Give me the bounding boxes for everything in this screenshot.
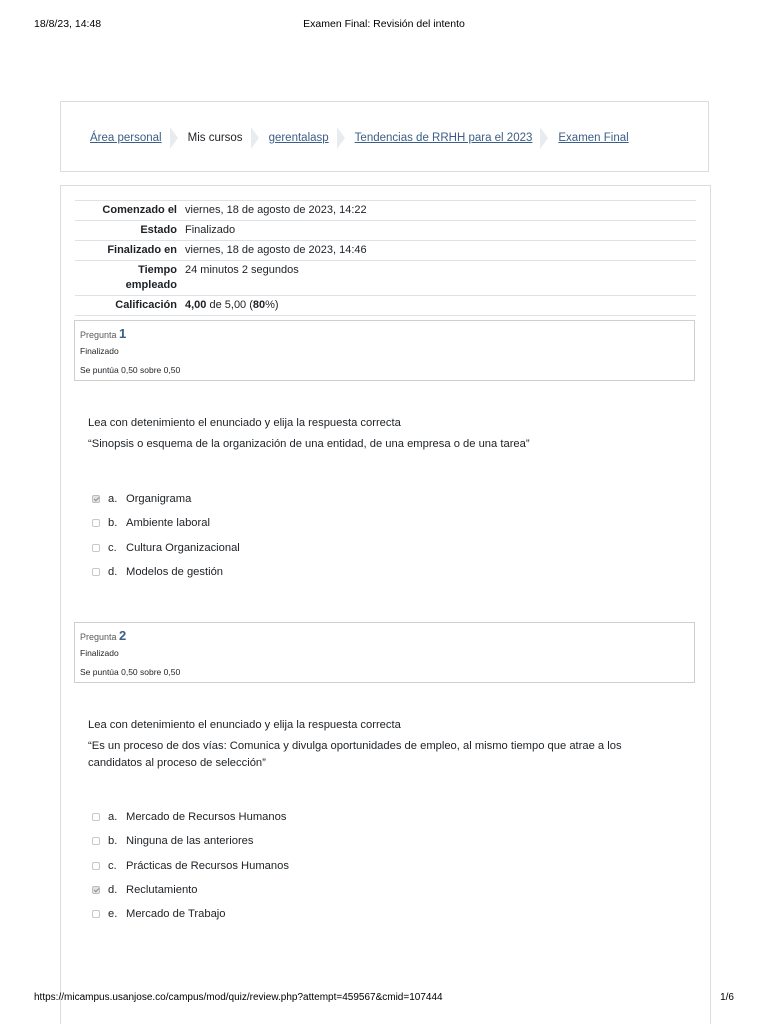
answer-option[interactable] (92, 493, 191, 505)
summary-label-line: Tiempo (138, 264, 177, 276)
summary-label: Estado (75, 221, 181, 241)
print-footer (34, 992, 734, 1006)
answer-option[interactable] (92, 835, 254, 847)
checkbox-icon[interactable] (92, 568, 100, 576)
grade-percent-sign: %) (265, 299, 279, 311)
answer-letter: c. (108, 860, 117, 872)
answer-letter: b. (108, 835, 118, 847)
checkbox-icon[interactable] (92, 910, 100, 918)
question-instruction: Lea con detenimiento el enunciado y elija la respuesta correcta (88, 417, 401, 429)
question-state: Finalizado (80, 346, 119, 356)
question-instruction: Lea con detenimiento el enunciado y elija la respuesta correcta (88, 719, 401, 731)
breadcrumb-separator-icon (170, 127, 180, 149)
summary-value (181, 296, 696, 316)
print-url: https://micampus.usanjose.co/campus/mod/quiz/review.php?attempt=459567&cmid=107444 (34, 992, 443, 1003)
answer-text: Mercado de Trabajo (126, 908, 226, 920)
answer-letter: a. (108, 493, 118, 505)
checkbox-checked-icon[interactable] (92, 886, 100, 894)
answer-text: Cultura Organizacional (126, 542, 240, 554)
breadcrumb-course-short[interactable]: gerentalasp (268, 131, 329, 144)
print-page-number: 1/6 (720, 992, 734, 1003)
question-text-2 (88, 717, 658, 772)
summary-label: Comenzado el (75, 201, 181, 221)
question-info-2 (74, 622, 695, 683)
checkbox-icon[interactable] (92, 544, 100, 552)
answer-text: Modelos de gestión (126, 566, 224, 578)
answer-option[interactable] (92, 860, 289, 872)
answer-letter: a. (108, 811, 118, 823)
grade-score: 4,00 (185, 299, 207, 311)
checkbox-checked-icon[interactable] (92, 495, 100, 503)
question-statement: “Sinopsis o esquema de la organización de una entidad, de una empresa o de una tarea” (88, 438, 530, 450)
answer-text: Ninguna de las anteriores (126, 835, 254, 847)
breadcrumb-course[interactable]: Tendencias de RRHH para el 2023 (354, 131, 533, 144)
print-title: Examen Final: Revisión del intento (303, 18, 465, 30)
answer-letter: e. (108, 908, 118, 920)
summary-label: Finalizado en (75, 241, 181, 261)
checkbox-icon[interactable] (92, 862, 100, 870)
grade-percent: 80 (252, 299, 266, 311)
summary-value: viernes, 18 de agosto de 2023, 14:22 (181, 201, 696, 221)
question-prefix: Pregunta (80, 632, 117, 642)
breadcrumb-quiz[interactable]: Examen Final (558, 131, 629, 144)
grade-total: de 5,00 ( (206, 299, 253, 311)
checkbox-icon[interactable] (92, 837, 100, 845)
summary-row-state (75, 221, 696, 241)
question-info-1 (74, 320, 695, 381)
question-statement: “Es un proceso de dos vías: Comunica y divulga oportunidades de empleo, al mismo tiempo que atrae a los candidatos al proceso de selección” (88, 740, 622, 769)
answer-letter: b. (108, 517, 118, 529)
breadcrumb-separator-icon (251, 127, 261, 149)
question-grade: Se puntúa 0,50 sobre 0,50 (80, 365, 181, 375)
breadcrumb (90, 102, 629, 173)
question-grade: Se puntúa 0,50 sobre 0,50 (80, 667, 181, 677)
answer-option[interactable] (92, 908, 226, 920)
breadcrumb-mis-cursos: Mis cursos (187, 131, 243, 144)
print-header (34, 18, 734, 32)
breadcrumb-container (60, 101, 709, 172)
answer-text: Prácticas de Recursos Humanos (126, 860, 289, 872)
summary-value: Finalizado (181, 221, 696, 241)
answer-text: Organigrama (126, 493, 192, 505)
summary-row-grade (75, 296, 696, 316)
print-date: 18/8/23, 14:48 (34, 18, 102, 30)
answer-letter: d. (108, 884, 118, 896)
question-number (80, 628, 126, 643)
summary-row-finished (75, 241, 696, 261)
question-state: Finalizado (80, 648, 119, 658)
attempt-summary-table (75, 200, 696, 316)
answer-option[interactable] (92, 566, 223, 578)
breadcrumb-separator-icon (540, 127, 550, 149)
summary-label-line: empleado (125, 279, 177, 291)
summary-row-time (75, 261, 696, 296)
answer-text: Mercado de Recursos Humanos (126, 811, 287, 823)
summary-row-started (75, 201, 696, 221)
answer-letter: c. (108, 542, 117, 554)
checkbox-icon[interactable] (92, 519, 100, 527)
summary-value: viernes, 18 de agosto de 2023, 14:46 (181, 241, 696, 261)
answer-text: Reclutamiento (126, 884, 198, 896)
question-number (80, 326, 126, 341)
answer-option[interactable] (92, 811, 286, 823)
answer-option[interactable] (92, 542, 240, 554)
summary-label (75, 261, 181, 296)
breadcrumb-area-personal[interactable]: Área personal (90, 131, 162, 144)
question-text-1 (88, 415, 658, 453)
answer-letter: d. (108, 566, 118, 578)
answer-text: Ambiente laboral (126, 517, 210, 529)
breadcrumb-separator-icon (337, 127, 347, 149)
summary-label: Calificación (75, 296, 181, 316)
summary-value: 24 minutos 2 segundos (181, 261, 696, 296)
question-num: 2 (119, 628, 127, 643)
question-num: 1 (119, 326, 127, 341)
answer-option[interactable] (92, 517, 210, 529)
question-prefix: Pregunta (80, 330, 117, 340)
checkbox-icon[interactable] (92, 813, 100, 821)
answer-option[interactable] (92, 884, 198, 896)
